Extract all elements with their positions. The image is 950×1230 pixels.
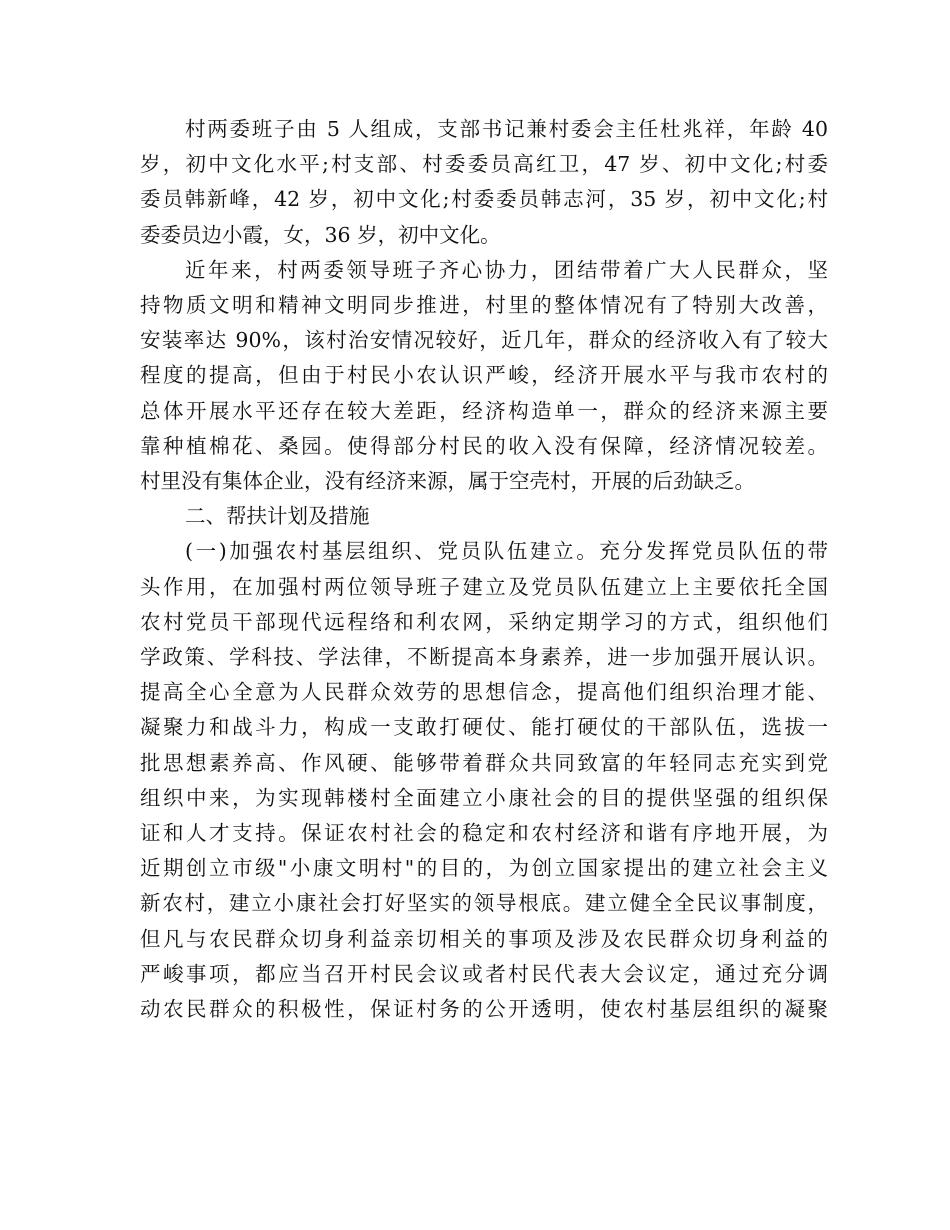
text-line: 学政策、学科技、学法律，不断提高本身素养，进一步加强开展认识。: [140, 645, 828, 670]
text-line: 组织中来，为实现韩楼村全面建立小康社会的目的提供坚强的组织保: [140, 785, 828, 810]
text-line: 委委员边小霞，女，36 岁，初中文化。: [140, 222, 501, 247]
text-line: 持物质文明和精神文明同步推进，村里的整体情况有了特别大改善，: [140, 293, 828, 318]
text-line: 村两委班子由 5 人组成，支部书记兼村委会主任杜兆祥，年龄 40: [185, 117, 828, 141]
text-line: 农村党员干部现代远程络和利农网，采纳定期学习的方式，组织他们: [140, 609, 828, 634]
text-line: 总体开展水平还存在较大差距，经济构造单一，群众的经济来源主要: [140, 398, 828, 423]
paragraph-recent-years: [140, 253, 828, 499]
text-line: 程度的提高，但由于村民小农认识严峻，经济开展水平与我市农村的: [140, 363, 828, 388]
text-line: 村里没有集体企业，没有经济来源，属于空壳村，开展的后劲缺乏。: [140, 469, 755, 494]
text-line: 委员韩新峰，42 岁，初中文化;村委委员韩志河，35 岁，初中文化;村: [140, 187, 828, 212]
text-line: 靠种植棉花、桑园。使得部分村民的收入没有保障，经济情况较差。: [140, 433, 828, 458]
text-line: (一)加强农村基层组织、党员队伍建立。充分发挥党员队伍的带: [185, 539, 828, 564]
text-line: 安装率达 90%，该村治安情况较好，近几年，群众的经济收入有了较大: [140, 328, 828, 353]
text-line: 凝聚力和战斗力，构成一支敢打硬仗、能打硬仗的干部队伍，选拔一: [140, 715, 828, 740]
text-line: 证和人才支持。保证农村社会的稳定和农村经济和谐有序地开展，为: [140, 821, 828, 846]
text-line: 严峻事项，都应当召开村民会议或者村民代表大会议定，通过充分调: [140, 961, 828, 986]
section-heading-text: 二、帮扶计划及措施: [185, 504, 370, 529]
section-heading: [140, 499, 828, 534]
text-line: 动农民群众的积极性，保证村务的公开透明，使农村基层组织的凝聚: [140, 997, 828, 1022]
text-line: 头作用，在加强村两位领导班子建立及党员队伍建立上主要依托全国: [140, 574, 828, 599]
text-line: 提高全心全意为人民群众效劳的思想信念，提高他们组织治理才能、: [140, 680, 828, 705]
text-line: 新农村，建立小康社会打好坚实的领导根底。建立健全全民议事制度，: [140, 891, 828, 916]
text-line: 近期创立市级"小康文明村"的目的，为创立国家提出的建立社会主义: [140, 856, 828, 881]
text-line: 批思想素养高、作风硬、能够带着群众共同致富的年轻同志充实到党: [140, 750, 828, 775]
text-line: 岁，初中文化水平;村支部、村委委员高红卫，47 岁、初中文化;村委: [140, 152, 828, 177]
document-body: [140, 112, 828, 1027]
paragraph-measure-one: [140, 534, 828, 1027]
text-line: 近年来，村两委领导班子齐心协力，团结带着广大人民群众，坚: [185, 257, 828, 282]
text-line: 但凡与农民群众切身利益亲切相关的事项及涉及农民群众切身利益的: [140, 926, 828, 951]
paragraph-committee: [140, 112, 828, 253]
